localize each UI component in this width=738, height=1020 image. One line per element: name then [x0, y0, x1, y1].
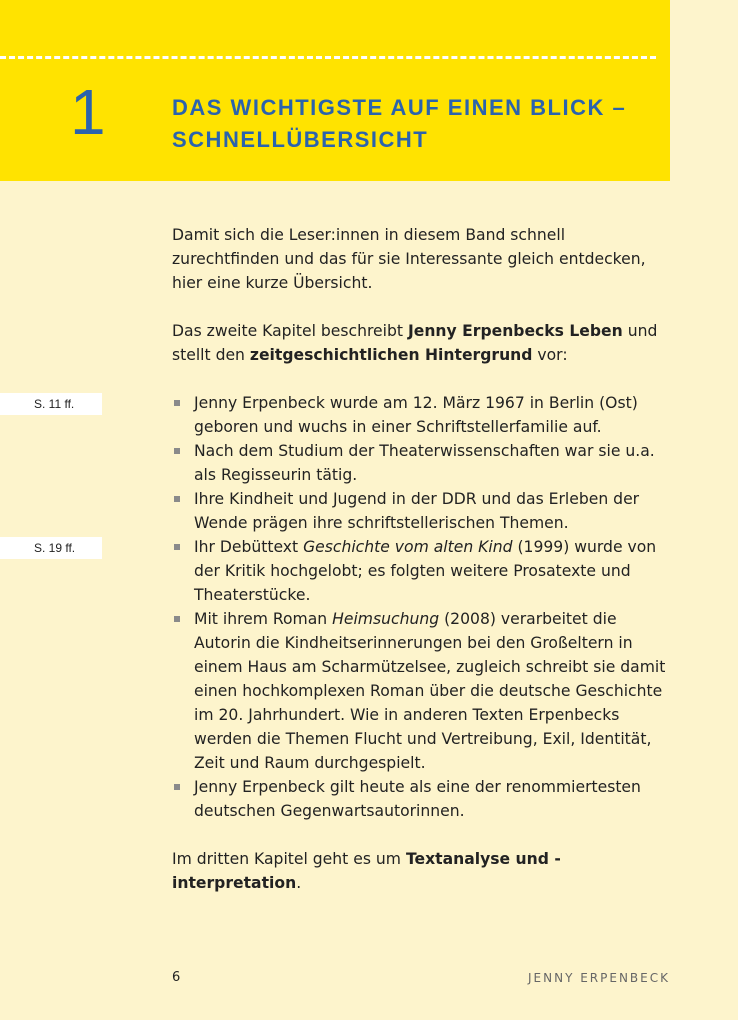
- chapter2-text-pre: Das zweite Kapitel beschreibt: [172, 322, 408, 340]
- chapter-header: [0, 0, 670, 181]
- chapter3-text-post: .: [296, 874, 302, 892]
- chapter-title-line1: DAS WICHTIGSTE AUF EINEN BLICK –: [172, 95, 627, 120]
- list-item: [172, 535, 677, 607]
- chapter3-paragraph: [172, 847, 677, 895]
- chapter3-bold: Textanalyse und -interpretation: [172, 850, 561, 892]
- bullet5-title: Heimsuchung: [332, 610, 440, 628]
- list-item: Jenny Erpenbeck wurde am 12. März 1967 in Berlin (Ost) geboren und wuchs in einer Schriftstellerfamilie auf.: [172, 391, 677, 439]
- chapter2-bold-life: Jenny Erpenbecks Leben: [407, 322, 623, 340]
- intro-paragraph: Damit sich die Leser:innen in diesem Band schnell zurechtfinden und das für sie Interessante gleich entdecken, hier eine kurze Übersicht.: [172, 226, 646, 292]
- margin-reference-2-text: S. 19 ff.: [34, 541, 76, 555]
- header-dashed-line: [0, 56, 656, 59]
- margin-reference-2: [0, 537, 102, 559]
- margin-reference-1-text: S. 11 ff.: [34, 397, 75, 411]
- chapter2-text-post: vor:: [532, 346, 568, 364]
- margin-reference-1: [0, 393, 102, 415]
- bullet4-post: (1999) wurde von der Kritik hochgelobt; es folgten weitere Prosatexte und Theaterstücke.: [194, 538, 657, 604]
- chapter-title: [172, 92, 642, 156]
- chapter3-text-pre: Im dritten Kapitel geht es um: [172, 850, 406, 868]
- chapter2-text-mid: und stellt den: [172, 322, 658, 364]
- chapter-number: 1: [70, 76, 106, 148]
- summary-bullet-list: [172, 391, 677, 823]
- running-footer-author: JENNY ERPENBECK: [528, 971, 670, 985]
- chapter-title-line2: SCHNELLÜBERSICHT: [172, 127, 429, 152]
- bullet5-pre: Mit ihrem Roman: [194, 610, 333, 628]
- page-number: 6: [172, 970, 181, 985]
- bullet4-pre: Ihr Debüttext: [194, 538, 304, 556]
- list-item: [172, 607, 677, 775]
- list-item: Ihre Kindheit und Jugend in der DDR und das Erleben der Wende prägen ihre schriftstellerischen Themen.: [172, 487, 677, 535]
- list-item: Jenny Erpenbeck gilt heute als eine der renommiertesten deutschen Gegenwartsautorinnen.: [172, 775, 677, 823]
- list-item: Nach dem Studium der Theaterwissenschaften war sie u.a. als Regisseurin tätig.: [172, 439, 677, 487]
- chapter2-paragraph: [172, 319, 677, 367]
- bullet5-post: (2008) verarbeitet die Autorin die Kindheitserinnerungen bei den Großeltern in einem Haus am Scharmützelsee, zugleich schreibt sie damit einen hochkomplexen Roman über die deutsche Geschichte im 20. Jahrhundert. Wie in anderen Texten Erpenbecks werden die Themen Flucht und Vertreibung, Exil, Identität, Zeit und Raum durchgespielt.: [194, 610, 666, 772]
- chapter2-bold-background: zeitgeschichtlichen Hintergrund: [249, 346, 533, 364]
- bullet4-title: Geschichte vom alten Kind: [303, 538, 513, 556]
- body-text: [172, 223, 677, 895]
